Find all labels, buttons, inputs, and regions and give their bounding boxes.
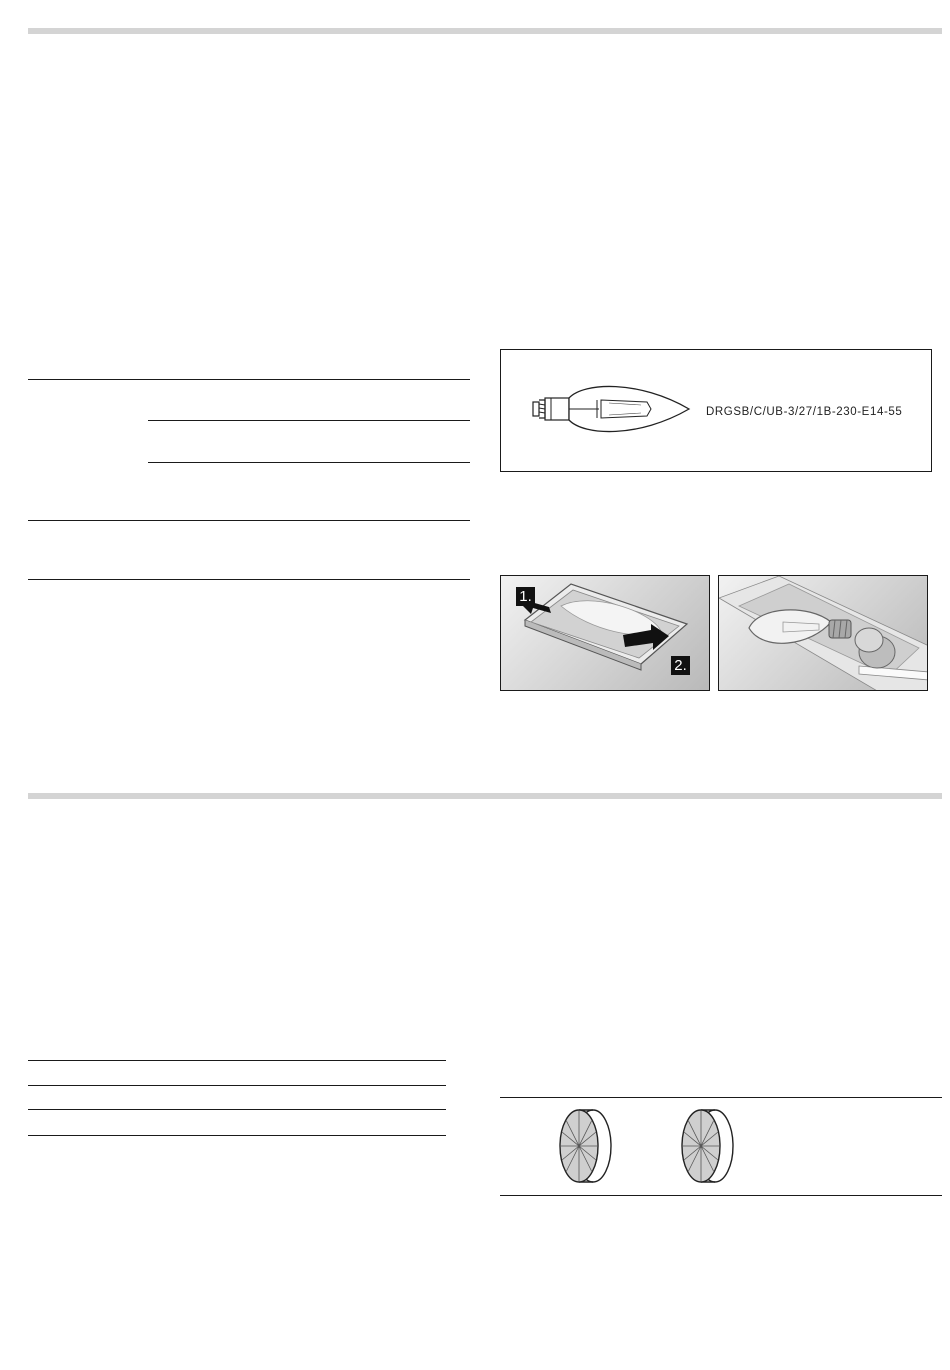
- table-rule: [28, 1135, 446, 1136]
- table-rule: [500, 1097, 942, 1098]
- section-divider-top: [28, 28, 942, 34]
- bulb-code-label: DRGSB/C/UB-3/27/1B-230-E14-55: [706, 406, 903, 418]
- table-rule: [28, 1060, 446, 1061]
- activated-carbon-filter-icon: [555, 1108, 615, 1184]
- table-rule: [28, 379, 470, 380]
- lightbulb-icon: [529, 378, 699, 448]
- bulb-in-socket-illustration: [719, 576, 928, 691]
- bulb-replacement-photo: [718, 575, 928, 691]
- table-rule: [28, 1109, 446, 1110]
- table-rule: [148, 420, 470, 421]
- section-divider-bottom: [28, 793, 942, 799]
- table-rule: [28, 1085, 446, 1086]
- step-1-badge: 1.: [516, 587, 535, 606]
- table-rule: [28, 520, 470, 521]
- lamp-cover-removal-photo: [500, 575, 710, 691]
- step-2-badge: 2.: [671, 656, 690, 675]
- table-rule: [148, 462, 470, 463]
- table-rule: [500, 1195, 942, 1196]
- activated-carbon-filter-icon: [677, 1108, 737, 1184]
- bulb-spec-box: [500, 349, 932, 472]
- table-rule: [28, 579, 470, 580]
